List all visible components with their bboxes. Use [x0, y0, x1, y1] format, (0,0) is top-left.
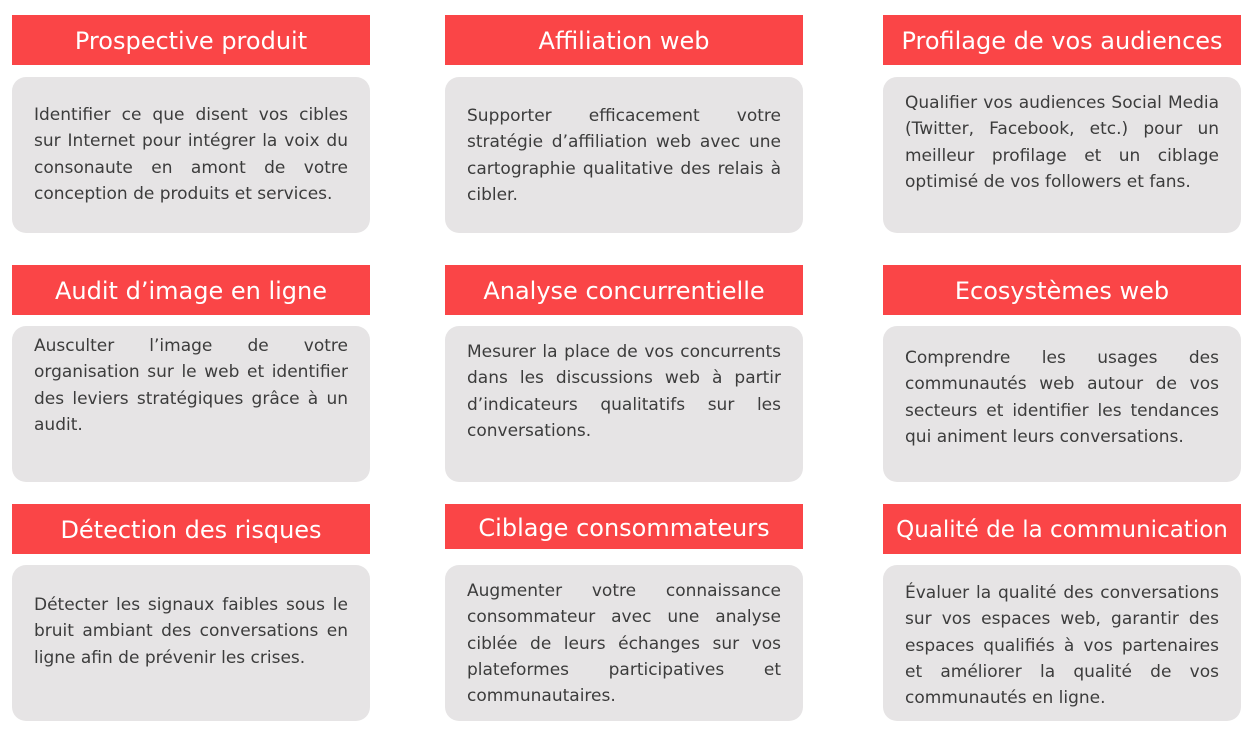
card-audit-image: [12, 326, 370, 482]
card-profilage-audiences: [883, 77, 1241, 233]
card-description: Comprendre les usages des communautés web autour de vos secteurs et identifier les tendances qui animent leurs conversations.: [905, 348, 1219, 447]
card-description: Mesurer la place de vos concurrents dans les discussions web à partir d’indicateurs qualitatifs sur les conversations.: [467, 342, 781, 441]
header-prospective-produit: Prospective produit: [12, 15, 370, 65]
header-affiliation-web: Affiliation web: [445, 15, 803, 65]
card-analyse-concurrentielle: [445, 326, 803, 482]
header-analyse-concurrentielle: Analyse concurrentielle: [445, 265, 803, 315]
header-audit-image: Audit d’image en ligne: [12, 265, 370, 315]
header-qualite-communication: Qualité de la communication: [883, 504, 1241, 554]
card-description: Identifier ce que disent vos cibles sur Internet pour intégrer la voix du consonaute en amont de votre conception de produits et services.: [34, 105, 348, 204]
header-ecosystemes-web: Ecosystèmes web: [883, 265, 1241, 315]
card-description: Détecter les signaux faibles sous le bruit ambiant des conversations en ligne afin de prévenir les crises.: [34, 595, 348, 668]
card-description: Évaluer la qualité des conversations sur vos espaces web, garantir des espaces qualifiés à vos partenaires et améliorer la qualité de vos communautés en ligne.: [905, 583, 1219, 709]
card-affiliation-web: [445, 77, 803, 233]
card-description: Qualifier vos audiences Social Media (Twitter, Facebook, etc.) pour un meilleur profilage et un ciblage optimisé de vos followers et fans.: [905, 93, 1219, 192]
card-prospective-produit: [12, 77, 370, 233]
card-description: Augmenter votre connaissance consommateur avec une analyse ciblée de leurs échanges sur vos plateformes participatives et communautaires.: [467, 581, 781, 707]
card-detection-risques: [12, 565, 370, 721]
card-qualite-communication: [883, 565, 1241, 721]
card-description: Ausculter l’image de votre organisation sur le web et identifier des leviers stratégiques grâce à un audit.: [34, 336, 348, 435]
header-profilage-audiences: Profilage de vos audiences: [883, 15, 1241, 65]
card-description: Supporter efficacement votre stratégie d’affiliation web avec une cartographie qualitative des relais à cibler.: [467, 106, 781, 205]
header-detection-risques: Détection des risques: [12, 504, 370, 554]
header-ciblage-consommateurs: Ciblage consommateurs: [445, 504, 803, 549]
card-ecosystemes-web: [883, 326, 1241, 482]
card-ciblage-consommateurs: [445, 565, 803, 721]
